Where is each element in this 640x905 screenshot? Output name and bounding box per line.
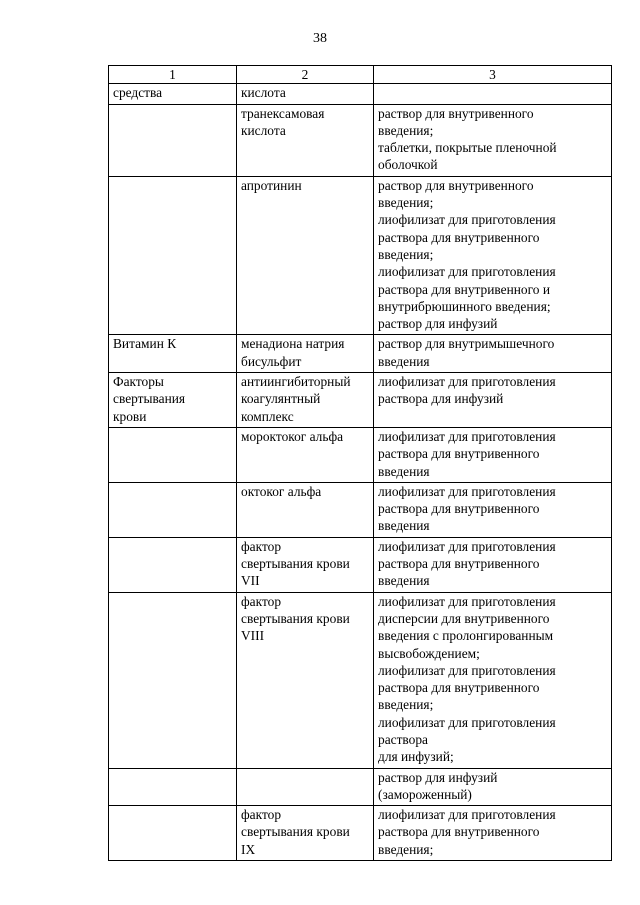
- column-header-3: 3: [374, 66, 612, 84]
- group-cell: [109, 482, 237, 537]
- cell-text-line: введения: [378, 463, 430, 479]
- cell-text-line: введения;: [378, 841, 434, 857]
- group-cell: [109, 592, 237, 768]
- group-cell: [109, 104, 237, 176]
- group-cell: [109, 768, 237, 806]
- cell-text-line: IX: [241, 841, 256, 857]
- cell-text-line: лиофилизат для приготовления: [378, 538, 556, 554]
- column-header-2: 2: [237, 66, 374, 84]
- empty-cell-spacer: [113, 428, 232, 445]
- empty-cell-spacer: [113, 483, 232, 500]
- cell-text-line: раствора для внутривенного: [378, 824, 540, 840]
- cell-text-line: комплекс: [241, 408, 294, 424]
- drug-name-cell: [237, 768, 374, 806]
- cell-text-line: лиофилизат для приготовления: [378, 483, 556, 499]
- cell-text-line: раствора для внутривенного и: [378, 281, 550, 297]
- dosage-form-cell: [374, 592, 612, 768]
- drug-name-cell: [237, 427, 374, 482]
- table-row: [109, 592, 612, 768]
- cell-text-line: (замороженный): [378, 786, 472, 802]
- cell-text-line: введения;: [378, 246, 434, 262]
- cell-text-line: свертывания: [113, 391, 186, 407]
- cell-text-line: введения: [378, 353, 430, 369]
- table-row: [109, 104, 612, 176]
- page-number: 38: [313, 31, 327, 46]
- cell-text-line: крови: [113, 408, 147, 424]
- group-cell: [109, 806, 237, 861]
- cell-text-line: лиофилизат для приготовления: [378, 428, 556, 444]
- cell-text-line: для инфузий;: [378, 749, 454, 765]
- cell-text-line: средства: [113, 85, 163, 101]
- empty-cell-spacer: [113, 538, 232, 555]
- dosage-form-cell: [374, 482, 612, 537]
- cell-text-line: лиофилизат для приготовления: [378, 714, 556, 730]
- dosage-form-cell: [374, 768, 612, 806]
- dosage-form-cell: [374, 373, 612, 428]
- empty-cell-spacer: [241, 769, 369, 786]
- drug-name-cell: [237, 806, 374, 861]
- cell-text-line: лиофилизат для приготовления: [378, 212, 556, 228]
- drug-name-cell: [237, 592, 374, 768]
- cell-text-line: свертывания крови: [241, 824, 350, 840]
- dosage-form-cell: [374, 335, 612, 373]
- group-cell: [109, 84, 237, 104]
- cell-text-line: внутрибрюшинного введения;: [378, 298, 551, 314]
- cell-text-line: раствора: [378, 731, 428, 747]
- dosage-form-cell: [374, 806, 612, 861]
- cell-text-line: менадиона натрия: [241, 336, 345, 352]
- cell-text-line: свертывания крови: [241, 556, 350, 572]
- dosage-form-cell: [374, 537, 612, 592]
- cell-text-line: фактор: [241, 593, 282, 609]
- cell-text-line: кислота: [241, 85, 286, 101]
- dosage-form-cell: [374, 176, 612, 335]
- cell-text-line: введения;: [378, 697, 434, 713]
- table-row: [109, 768, 612, 806]
- cell-text-line: Факторы: [113, 374, 164, 390]
- drug-name-cell: [237, 537, 374, 592]
- cell-text-line: VIII: [241, 628, 265, 644]
- header-row: [109, 66, 612, 84]
- table-row: [109, 537, 612, 592]
- cell-text-line: введения: [378, 573, 430, 589]
- drug-name-cell: [237, 335, 374, 373]
- empty-cell-spacer: [113, 177, 232, 194]
- table-body: [109, 84, 612, 861]
- cell-text-line: раствор для внутривенного: [378, 105, 534, 121]
- cell-text-line: раствор для внутримышечного: [378, 336, 555, 352]
- empty-cell-spacer: [113, 593, 232, 610]
- dosage-form-cell: [374, 104, 612, 176]
- cell-text-line: VII: [241, 573, 260, 589]
- table-row: [109, 482, 612, 537]
- dosage-form-cell: [374, 84, 612, 104]
- cell-text-line: лиофилизат для приготовления: [378, 593, 556, 609]
- cell-text-line: введения;: [378, 122, 434, 138]
- drug-name-cell: [237, 104, 374, 176]
- group-cell: [109, 335, 237, 373]
- cell-text-line: лиофилизат для приготовления: [378, 807, 556, 823]
- cell-text-line: антиингибиторный: [241, 374, 351, 390]
- empty-cell-spacer: [113, 769, 232, 786]
- table-header: [109, 66, 612, 84]
- drug-name-cell: [237, 482, 374, 537]
- table-row: [109, 806, 612, 861]
- cell-text-line: Витамин К: [113, 336, 177, 352]
- cell-text-line: фактор: [241, 807, 282, 823]
- group-cell: [109, 373, 237, 428]
- cell-text-line: лиофилизат для приготовления: [378, 662, 556, 678]
- cell-text-line: коагулянтный: [241, 391, 321, 407]
- cell-text-line: лиофилизат для приготовления: [378, 264, 556, 280]
- cell-text-line: раствора для внутривенного: [378, 556, 540, 572]
- empty-cell-spacer: [113, 105, 232, 122]
- cell-text-line: введения: [378, 518, 430, 534]
- cell-text-line: транексамовая: [241, 105, 325, 121]
- table-row: [109, 84, 612, 104]
- drug-name-cell: [237, 84, 374, 104]
- drug-name-cell: [237, 373, 374, 428]
- table-row: [109, 427, 612, 482]
- cell-text-line: бисульфит: [241, 353, 302, 369]
- table-row: [109, 335, 612, 373]
- cell-text-line: апротинин: [241, 177, 302, 193]
- cell-text-line: раствор для инфузий: [378, 769, 498, 785]
- cell-text-line: раствора для внутривенного: [378, 680, 540, 696]
- table-row: [109, 373, 612, 428]
- table-row: [109, 176, 612, 335]
- drug-name-cell: [237, 176, 374, 335]
- cell-text-line: лиофилизат для приготовления: [378, 374, 556, 390]
- cell-text-line: введения;: [378, 195, 434, 211]
- group-cell: [109, 176, 237, 335]
- cell-text-line: введения с пролонгированным: [378, 628, 554, 644]
- cell-text-line: кислота: [241, 122, 286, 138]
- cell-text-line: свертывания крови: [241, 610, 350, 626]
- dosage-form-cell: [374, 427, 612, 482]
- cell-text-line: октоког альфа: [241, 483, 322, 499]
- cell-text-line: раствор для внутривенного: [378, 177, 534, 193]
- cell-text-line: фактор: [241, 538, 282, 554]
- drug-table: [108, 65, 612, 861]
- column-header-1: 1: [109, 66, 237, 84]
- cell-text-line: оболочкой: [378, 157, 438, 173]
- cell-text-line: раствора для внутривенного: [378, 446, 540, 462]
- cell-text-line: высвобождением;: [378, 645, 480, 661]
- group-cell: [109, 427, 237, 482]
- cell-text-line: дисперсии для внутривенного: [378, 610, 550, 626]
- group-cell: [109, 537, 237, 592]
- cell-text-line: раствор для инфузий: [378, 316, 498, 332]
- empty-cell-spacer: [113, 806, 232, 823]
- cell-text-line: таблетки, покрытые пленочной: [378, 140, 557, 156]
- cell-text-line: раствора для внутривенного: [378, 229, 540, 245]
- cell-text-line: раствора для внутривенного: [378, 501, 540, 517]
- cell-text-line: мороктоког альфа: [241, 428, 344, 444]
- cell-text-line: раствора для инфузий: [378, 391, 504, 407]
- empty-cell-spacer: [378, 84, 607, 101]
